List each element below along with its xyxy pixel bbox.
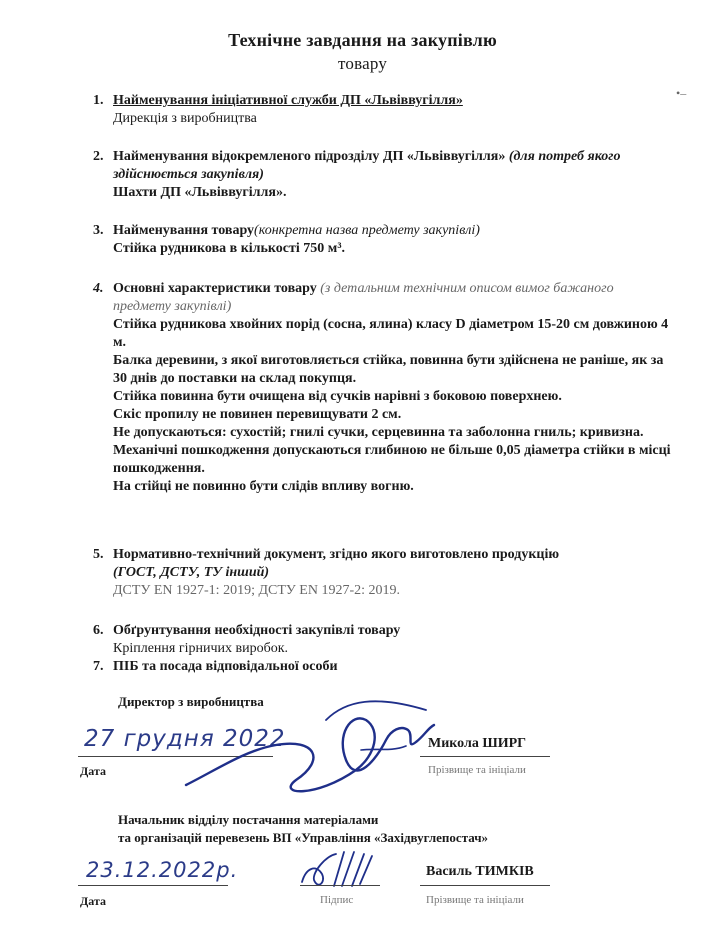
section-text: Стійка рудникова в кількості 750 м³.: [113, 241, 346, 256]
head-name-caption: Прізвище та ініціали: [426, 894, 524, 906]
section-6: [93, 622, 673, 658]
spec-line: Стійка повинна бути очищена від сучків нарівні з боковою поверхнею.: [113, 389, 562, 404]
section-number: 1.: [93, 93, 104, 108]
head-position-line-2: та організацій перевезень ВП «Управління «Західвуглепостач»: [118, 830, 489, 845]
section-5: [93, 546, 673, 600]
head-date-handwritten: 23.12.2022р.: [86, 858, 239, 882]
section-number: 3.: [93, 223, 104, 238]
spec-line: На стійці не повинно бути слідів впливу вогню.: [113, 479, 414, 494]
director-date-label: Дата: [80, 764, 106, 778]
section-number: 6.: [93, 623, 104, 638]
section-heading-block: [113, 148, 673, 184]
corner-mark: •–: [676, 86, 687, 100]
title-line-1: Технічне завдання на закупівлю: [228, 30, 497, 50]
section-number: 4.: [93, 281, 104, 296]
spec-line: Скіс пропилу не повинен перевищувати 2 см.: [113, 407, 402, 422]
section-heading-note: (з детальним технічним описом вимог бажаного предмету закупівлі): [113, 281, 614, 314]
title-line-2: товару: [337, 54, 388, 73]
section-heading-block: [113, 280, 673, 316]
section-7: [93, 658, 673, 676]
head-date-line: [78, 885, 228, 886]
section-number: 2.: [93, 149, 104, 164]
section-heading-block: [113, 222, 673, 240]
section-heading-note: (для потреб якого здійснюється закупівля): [113, 149, 621, 182]
section-2: [93, 148, 673, 202]
director-name: Микола ШИРГ: [428, 736, 527, 751]
spec-line: Балка деревини, з якої виготовляється стійка, повинна бути здійснена не раніше, як за 30 днів до поставки на склад покупця.: [113, 353, 664, 386]
section-1: [93, 92, 673, 128]
section-number: 7.: [93, 659, 104, 674]
section-number: 5.: [93, 547, 104, 562]
head-position-line-1: Начальник відділу постачання матеріалами: [118, 812, 379, 827]
section-heading: Найменування відокремленого підрозділу ДП «Львіввугілля»: [113, 149, 506, 164]
section-text: Кріплення гірничих виробок.: [113, 641, 289, 656]
section-heading: ПІБ та посада відповідальної особи: [113, 659, 338, 674]
head-name-line: [420, 885, 550, 886]
section-heading: Нормативно-технічний документ, згідно якого виготовлено продукцію: [113, 547, 560, 562]
section-heading: Найменування ініціативної служби ДП «Львіввугілля»: [113, 93, 463, 108]
document-title: [0, 28, 725, 76]
director-date-handwritten: 27 грудня 2022: [84, 726, 286, 752]
section-heading: Найменування товару: [113, 223, 255, 238]
director-signature: [176, 690, 441, 810]
section-heading: Основні характеристики товару: [113, 281, 317, 296]
spec-line: Механічні пошкодження допускаються глибиною не більше 0,05 діаметра стійки в місці пошкодження.: [113, 443, 671, 476]
section-text: Шахти ДП «Львіввугілля».: [113, 185, 287, 200]
spec-line: Не допускаються: сухостій; гнилі сучки, серцевинна та заболонна гниль; кривизна.: [113, 425, 644, 440]
head-name: Василь ТИМКІВ: [426, 864, 534, 879]
spec-line: Стійка рудникова хвойних порід (сосна, ялина) класу D діаметром 15-20 см довжиною 4 м.: [113, 317, 669, 350]
section-heading-note: (ГОСТ, ДСТУ, ТУ інший): [113, 565, 270, 580]
head-signature: [296, 846, 386, 894]
section-text: Дирекція з виробництва: [113, 111, 257, 126]
section-text: ДСТУ EN 1927-1: 2019; ДСТУ EN 1927-2: 2019.: [113, 583, 401, 598]
head-sign-caption: Підпис: [320, 894, 354, 906]
section-heading-note: (конкретна назва предмету закупівлі): [254, 223, 480, 238]
section-3: [93, 222, 673, 258]
director-position: Директор з виробництва: [118, 694, 264, 709]
director-name-caption: Прізвище та ініціали: [428, 764, 526, 776]
head-sign-line: [300, 885, 380, 886]
section-4: [93, 280, 673, 496]
head-date-label: Дата: [80, 894, 106, 908]
section-heading: Обґрунтування необхідності закупівлі товару: [113, 623, 401, 638]
